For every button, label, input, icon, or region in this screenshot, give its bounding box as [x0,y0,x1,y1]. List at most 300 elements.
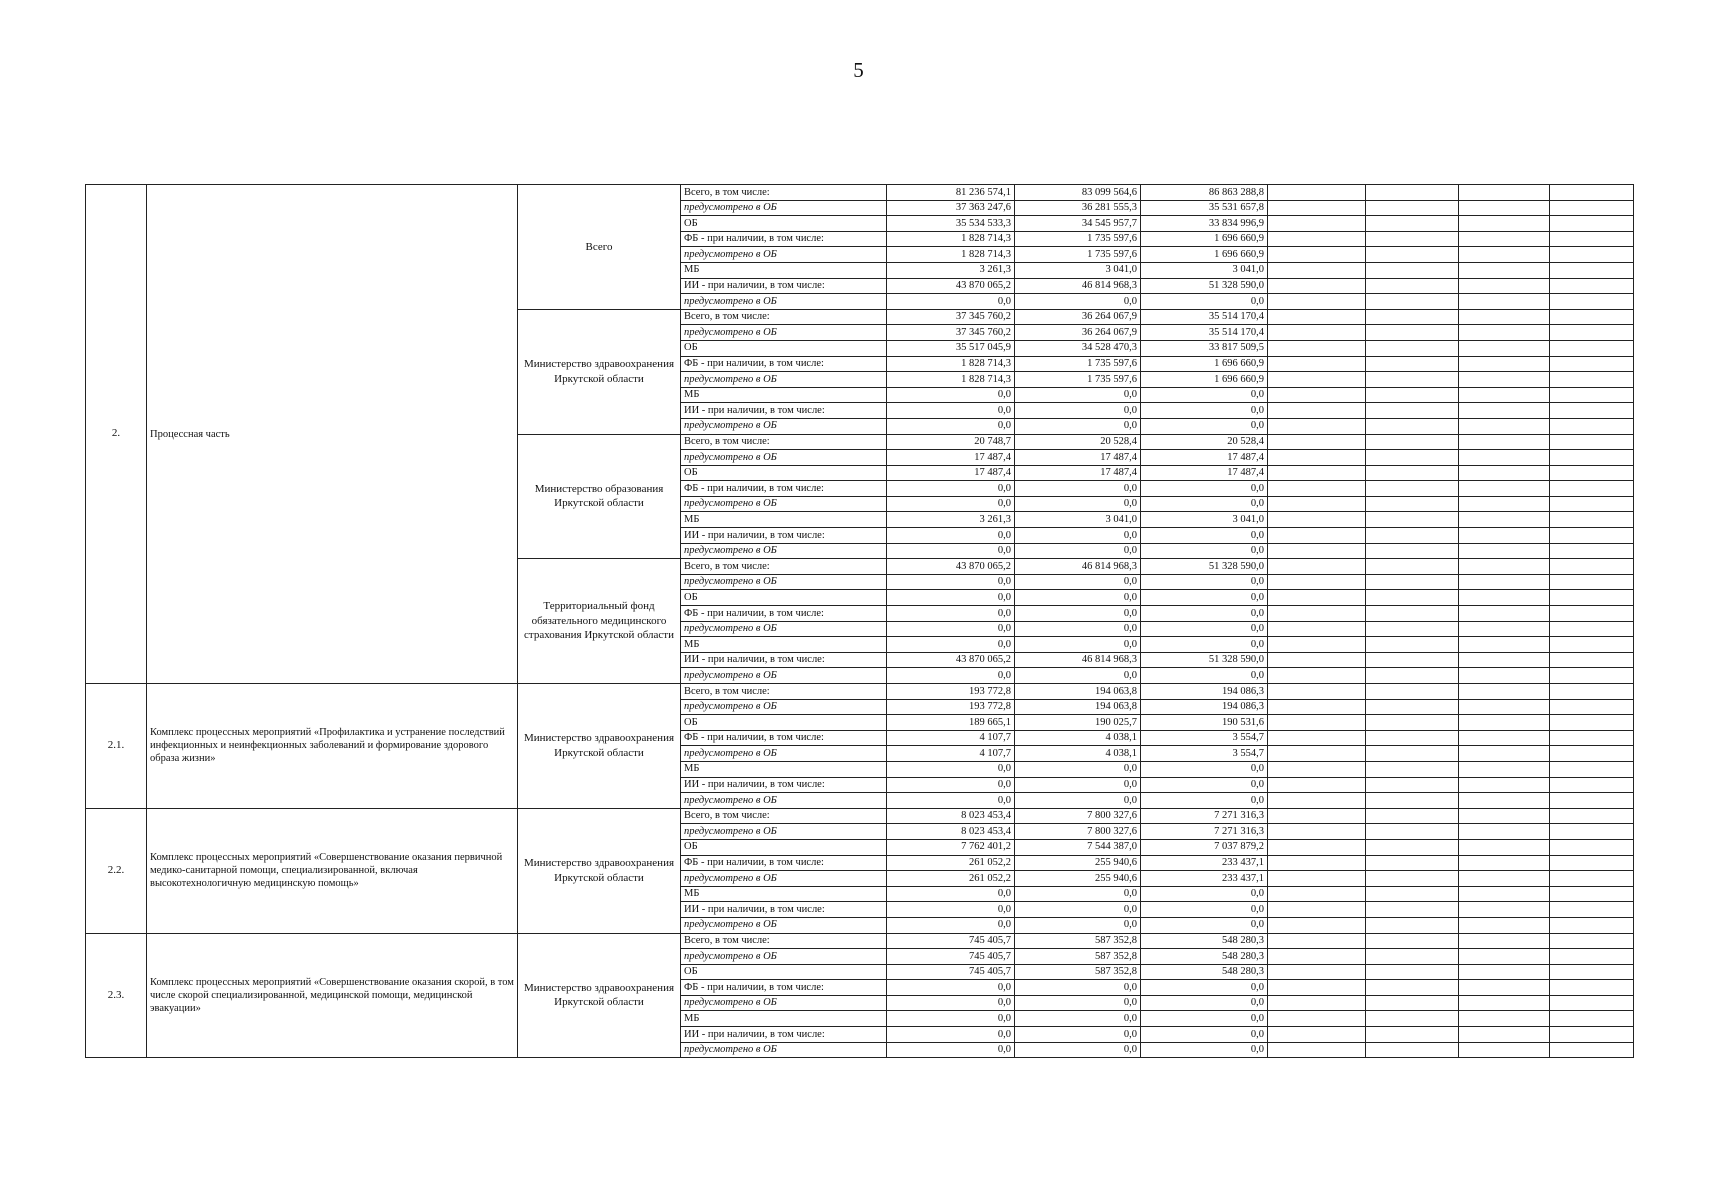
funding-value: 587 352,8 [1015,964,1141,980]
funding-source-label: предусмотрено в ОБ [681,1042,887,1058]
funding-value: 8 023 453,4 [887,808,1015,824]
funding-source-label: ФБ - при наличии, в том числе: [681,980,887,996]
funding-value: 3 041,0 [1015,512,1141,528]
funding-source-label: ФБ - при наличии, в том числе: [681,481,887,497]
funding-value: 4 038,1 [1015,746,1141,762]
empty-cell [1550,309,1634,325]
funding-value: 0,0 [887,668,1015,684]
empty-cell [1366,278,1459,294]
empty-cell [1366,964,1459,980]
executor-name: Министерство здравоохранения Иркутской области [518,309,681,434]
funding-source-label: предусмотрено в ОБ [681,824,887,840]
empty-cell [1268,481,1366,497]
empty-cell [1550,278,1634,294]
funding-value: 0,0 [1015,1027,1141,1043]
row-number: 2.3. [86,933,147,1058]
empty-cell [1268,808,1366,824]
funding-source-label: ИИ - при наличии, в том числе: [681,652,887,668]
funding-source-label: предусмотрено в ОБ [681,668,887,684]
empty-cell [1550,684,1634,700]
empty-cell [1459,793,1550,809]
empty-cell [1550,356,1634,372]
empty-cell [1459,808,1550,824]
funding-value: 0,0 [1015,980,1141,996]
empty-cell [1268,902,1366,918]
funding-source-label: ФБ - при наличии, в том числе: [681,730,887,746]
funding-value: 0,0 [1015,418,1141,434]
empty-cell [1366,606,1459,622]
funding-source-label: Всего, в том числе: [681,185,887,201]
empty-cell [1459,262,1550,278]
empty-cell [1459,231,1550,247]
empty-cell [1366,231,1459,247]
empty-cell [1550,262,1634,278]
empty-cell [1268,684,1366,700]
funding-value: 190 531,6 [1141,715,1268,731]
funding-value: 0,0 [887,621,1015,637]
empty-cell [1268,637,1366,653]
funding-value: 0,0 [887,403,1015,419]
funding-value: 83 099 564,6 [1015,185,1141,201]
empty-cell [1366,309,1459,325]
empty-cell [1366,886,1459,902]
empty-cell [1459,559,1550,575]
funding-value: 20 748,7 [887,434,1015,450]
funding-value: 1 828 714,3 [887,247,1015,263]
funding-value: 548 280,3 [1141,964,1268,980]
funding-value: 233 437,1 [1141,871,1268,887]
funding-value: 3 554,7 [1141,730,1268,746]
funding-source-label: предусмотрено в ОБ [681,949,887,965]
empty-cell [1366,761,1459,777]
funding-value: 0,0 [1141,496,1268,512]
empty-cell [1366,871,1459,887]
empty-cell [1459,715,1550,731]
table-row [86,808,1634,824]
funding-value: 0,0 [1141,668,1268,684]
funding-value: 81 236 574,1 [887,185,1015,201]
empty-cell [1550,325,1634,341]
funding-value: 17 487,4 [1015,465,1141,481]
funding-value: 0,0 [887,886,1015,902]
row-number: 2.2. [86,808,147,933]
empty-cell [1366,980,1459,996]
funding-value: 4 107,7 [887,746,1015,762]
empty-cell [1366,652,1459,668]
funding-value: 261 052,2 [887,855,1015,871]
empty-cell [1366,356,1459,372]
funding-source-label: ОБ [681,964,887,980]
funding-value: 0,0 [887,637,1015,653]
empty-cell [1366,543,1459,559]
empty-cell [1366,574,1459,590]
funding-value: 0,0 [887,590,1015,606]
empty-cell [1366,325,1459,341]
funding-value: 194 063,8 [1015,699,1141,715]
empty-cell [1550,699,1634,715]
empty-cell [1366,715,1459,731]
funding-value: 17 487,4 [1015,450,1141,466]
funding-value: 17 487,4 [1141,450,1268,466]
empty-cell [1268,668,1366,684]
empty-cell [1268,730,1366,746]
funding-value: 0,0 [1015,793,1141,809]
funding-value: 3 041,0 [1141,512,1268,528]
funding-source-label: предусмотрено в ОБ [681,621,887,637]
activity-name: Комплекс процессных мероприятий «Совершенствование оказания скорой, в том числе скорой специализированной, медицинской помощи, медицинской эвакуации» [147,933,518,1058]
funding-value: 0,0 [1015,528,1141,544]
funding-value: 0,0 [1015,902,1141,918]
funding-value: 0,0 [1141,294,1268,310]
empty-cell [1550,434,1634,450]
empty-cell [1459,964,1550,980]
funding-value: 4 038,1 [1015,730,1141,746]
empty-cell [1550,216,1634,232]
funding-value: 0,0 [1141,387,1268,403]
executor-name: Министерство здравоохранения Иркутской области [518,684,681,809]
funding-value: 3 041,0 [1015,262,1141,278]
empty-cell [1550,606,1634,622]
funding-value: 17 487,4 [887,465,1015,481]
funding-value: 261 052,2 [887,871,1015,887]
funding-value: 1 696 660,9 [1141,356,1268,372]
funding-value: 35 534 533,3 [887,216,1015,232]
funding-value: 1 696 660,9 [1141,247,1268,263]
funding-value: 3 261,3 [887,262,1015,278]
funding-source-label: ИИ - при наличии, в том числе: [681,1027,887,1043]
empty-cell [1268,652,1366,668]
empty-cell [1459,1042,1550,1058]
empty-cell [1268,247,1366,263]
funding-value: 0,0 [887,1027,1015,1043]
funding-value: 0,0 [1015,590,1141,606]
empty-cell [1459,933,1550,949]
funding-source-label: ИИ - при наличии, в том числе: [681,902,887,918]
funding-value: 36 281 555,3 [1015,200,1141,216]
funding-source-label: МБ [681,761,887,777]
funding-value: 194 063,8 [1015,684,1141,700]
empty-cell [1550,559,1634,575]
funding-source-label: предусмотрено в ОБ [681,325,887,341]
page-number: 5 [853,58,864,82]
funding-value: 0,0 [1141,1042,1268,1058]
empty-cell [1459,746,1550,762]
funding-source-label: МБ [681,1011,887,1027]
empty-cell [1268,1027,1366,1043]
funding-source-label: предусмотрено в ОБ [681,793,887,809]
empty-cell [1550,247,1634,263]
funding-source-label: предусмотрено в ОБ [681,200,887,216]
empty-cell [1550,1042,1634,1058]
funding-source-label: ОБ [681,590,887,606]
funding-value: 51 328 590,0 [1141,559,1268,575]
empty-cell [1366,372,1459,388]
funding-value: 0,0 [1015,574,1141,590]
funding-source-label: Всего, в том числе: [681,559,887,575]
funding-value: 0,0 [1141,543,1268,559]
funding-source-label: МБ [681,387,887,403]
funding-value: 255 940,6 [1015,871,1141,887]
funding-value: 17 487,4 [887,450,1015,466]
funding-value: 7 800 327,6 [1015,808,1141,824]
funding-value: 34 545 957,7 [1015,216,1141,232]
empty-cell [1550,902,1634,918]
empty-cell [1550,730,1634,746]
funding-value: 0,0 [887,1011,1015,1027]
empty-cell [1268,465,1366,481]
funding-value: 35 514 170,4 [1141,325,1268,341]
funding-source-label: Всего, в том числе: [681,684,887,700]
funding-value: 7 271 316,3 [1141,808,1268,824]
empty-cell [1550,185,1634,201]
empty-cell [1459,200,1550,216]
empty-cell [1268,1042,1366,1058]
funding-value: 46 814 968,3 [1015,278,1141,294]
executor-name: Министерство образования Иркутской области [518,434,681,559]
empty-cell [1366,746,1459,762]
empty-cell [1550,964,1634,980]
funding-value: 745 405,7 [887,949,1015,965]
funding-value: 0,0 [887,777,1015,793]
funding-value: 51 328 590,0 [1141,652,1268,668]
funding-value: 194 086,3 [1141,684,1268,700]
empty-cell [1366,185,1459,201]
empty-cell [1268,434,1366,450]
empty-cell [1268,231,1366,247]
empty-cell [1366,1027,1459,1043]
empty-cell [1268,278,1366,294]
funding-value: 255 940,6 [1015,855,1141,871]
empty-cell [1459,699,1550,715]
empty-cell [1459,871,1550,887]
empty-cell [1550,231,1634,247]
funding-source-label: ОБ [681,216,887,232]
funding-value: 0,0 [1141,606,1268,622]
empty-cell [1459,621,1550,637]
empty-cell [1366,684,1459,700]
empty-cell [1268,340,1366,356]
funding-value: 0,0 [1141,902,1268,918]
funding-source-label: предусмотрено в ОБ [681,871,887,887]
empty-cell [1459,450,1550,466]
funding-value: 0,0 [1015,995,1141,1011]
funding-value: 190 025,7 [1015,715,1141,731]
funding-value: 46 814 968,3 [1015,559,1141,575]
empty-cell [1268,715,1366,731]
funding-source-label: ФБ - при наличии, в том числе: [681,356,887,372]
empty-cell [1550,995,1634,1011]
funding-value: 86 863 288,8 [1141,185,1268,201]
empty-cell [1550,933,1634,949]
empty-cell [1459,761,1550,777]
funding-value: 3 041,0 [1141,262,1268,278]
empty-cell [1366,793,1459,809]
funding-value: 193 772,8 [887,684,1015,700]
funding-value: 7 762 401,2 [887,839,1015,855]
empty-cell [1459,668,1550,684]
funding-value: 7 271 316,3 [1141,824,1268,840]
empty-cell [1366,403,1459,419]
empty-cell [1550,1011,1634,1027]
empty-cell [1459,481,1550,497]
funding-value: 33 817 509,5 [1141,340,1268,356]
empty-cell [1366,418,1459,434]
empty-cell [1268,356,1366,372]
empty-cell [1366,949,1459,965]
executor-name: Министерство здравоохранения Иркутской области [518,933,681,1058]
funding-value: 0,0 [887,574,1015,590]
empty-cell [1459,387,1550,403]
row-number: 2. [86,185,147,684]
empty-cell [1268,933,1366,949]
empty-cell [1459,309,1550,325]
empty-cell [1459,574,1550,590]
funding-source-label: МБ [681,512,887,528]
funding-value: 0,0 [887,528,1015,544]
empty-cell [1366,559,1459,575]
funding-source-label: МБ [681,637,887,653]
empty-cell [1268,793,1366,809]
empty-cell [1550,465,1634,481]
empty-cell [1268,418,1366,434]
empty-cell [1268,824,1366,840]
empty-cell [1366,730,1459,746]
funding-value: 0,0 [1141,917,1268,933]
funding-value: 7 544 387,0 [1015,839,1141,855]
funding-value: 0,0 [1015,886,1141,902]
empty-cell [1459,949,1550,965]
empty-cell [1366,917,1459,933]
empty-cell [1268,543,1366,559]
executor-name: Территориальный фонд обязательного медицинского страхования Иркутской области [518,559,681,684]
empty-cell [1268,185,1366,201]
funding-value: 4 107,7 [887,730,1015,746]
funding-value: 37 363 247,6 [887,200,1015,216]
funding-value: 233 437,1 [1141,855,1268,871]
empty-cell [1268,949,1366,965]
empty-cell [1550,761,1634,777]
empty-cell [1268,964,1366,980]
funding-value: 0,0 [1015,777,1141,793]
empty-cell [1366,637,1459,653]
funding-value: 51 328 590,0 [1141,278,1268,294]
empty-cell [1550,980,1634,996]
executor-name: Министерство здравоохранения Иркутской области [518,808,681,933]
funding-value: 0,0 [887,496,1015,512]
funding-value: 3 261,3 [887,512,1015,528]
funding-value: 0,0 [1015,668,1141,684]
funding-value: 0,0 [1015,606,1141,622]
empty-cell [1366,1042,1459,1058]
funding-value: 35 517 045,9 [887,340,1015,356]
empty-cell [1550,839,1634,855]
funding-table [85,184,1634,1058]
empty-cell [1459,886,1550,902]
funding-value: 0,0 [1015,761,1141,777]
funding-value: 37 345 760,2 [887,325,1015,341]
empty-cell [1550,450,1634,466]
funding-source-label: ОБ [681,465,887,481]
empty-cell [1268,528,1366,544]
empty-cell [1366,465,1459,481]
empty-cell [1459,590,1550,606]
empty-cell [1550,418,1634,434]
funding-value: 194 086,3 [1141,699,1268,715]
funding-value: 0,0 [1015,637,1141,653]
empty-cell [1268,606,1366,622]
empty-cell [1268,761,1366,777]
funding-value: 0,0 [1015,294,1141,310]
empty-cell [1550,481,1634,497]
empty-cell [1459,1011,1550,1027]
empty-cell [1550,777,1634,793]
empty-cell [1550,746,1634,762]
empty-cell [1459,418,1550,434]
empty-cell [1459,372,1550,388]
empty-cell [1550,637,1634,653]
empty-cell [1366,481,1459,497]
empty-cell [1366,808,1459,824]
funding-value: 548 280,3 [1141,933,1268,949]
empty-cell [1459,684,1550,700]
empty-cell [1268,387,1366,403]
funding-source-label: Всего, в том числе: [681,434,887,450]
funding-value: 35 514 170,4 [1141,309,1268,325]
funding-source-label: ОБ [681,715,887,731]
empty-cell [1550,949,1634,965]
empty-cell [1550,652,1634,668]
empty-cell [1268,1011,1366,1027]
empty-cell [1268,590,1366,606]
empty-cell [1366,902,1459,918]
table-row [86,684,1634,700]
empty-cell [1268,746,1366,762]
funding-value: 0,0 [1141,761,1268,777]
funding-value: 0,0 [1141,886,1268,902]
funding-value: 8 023 453,4 [887,824,1015,840]
funding-value: 17 487,4 [1141,465,1268,481]
empty-cell [1366,824,1459,840]
funding-value: 745 405,7 [887,964,1015,980]
funding-value: 189 665,1 [887,715,1015,731]
funding-source-label: ОБ [681,340,887,356]
funding-source-label: Всего, в том числе: [681,933,887,949]
funding-value: 0,0 [1015,621,1141,637]
funding-value: 0,0 [1015,917,1141,933]
empty-cell [1268,559,1366,575]
funding-value: 1 828 714,3 [887,372,1015,388]
empty-cell [1366,528,1459,544]
funding-value: 0,0 [1141,1027,1268,1043]
funding-value: 7 800 327,6 [1015,824,1141,840]
funding-value: 0,0 [887,294,1015,310]
activity-name: Комплекс процессных мероприятий «Профилактика и устранение последствий инфекционных и неинфекционных заболеваний и формирование здорового образа жизни» [147,684,518,809]
empty-cell [1459,278,1550,294]
empty-cell [1366,590,1459,606]
empty-cell [1550,372,1634,388]
funding-value: 3 554,7 [1141,746,1268,762]
funding-value: 0,0 [1141,980,1268,996]
funding-source-label: ФБ - при наличии, в том числе: [681,855,887,871]
empty-cell [1459,294,1550,310]
funding-value: 43 870 065,2 [887,559,1015,575]
empty-cell [1459,902,1550,918]
empty-cell [1366,839,1459,855]
funding-value: 0,0 [887,606,1015,622]
funding-value: 0,0 [887,902,1015,918]
empty-cell [1459,403,1550,419]
empty-cell [1268,325,1366,341]
